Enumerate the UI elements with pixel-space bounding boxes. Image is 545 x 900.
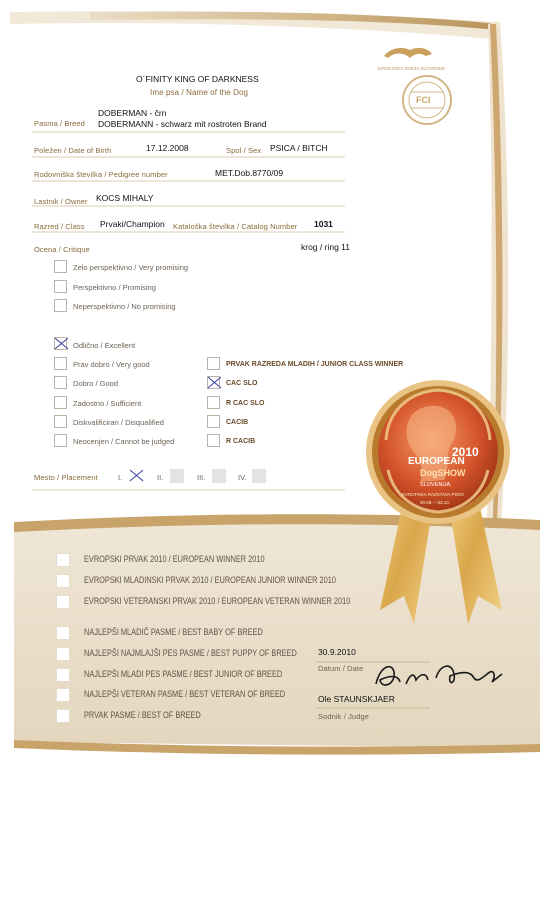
place-1-box[interactable] [129, 469, 142, 482]
option-cannot-be-judged: Neocenjen / Cannot be judged [73, 437, 175, 446]
seal-subtitle: EVROPSKA RAZSTAVA PSOV [402, 492, 465, 497]
date-value: 30.9.2010 [318, 647, 356, 657]
class-value: Prvaki/Champion [100, 219, 165, 229]
sex-label: Spol / Sex [226, 146, 262, 155]
award-european-veteran-winner: EVROPSKI VETERANSKI PRVAK 2010 / EUROPEAN VETERAN WINNER 2010 [84, 596, 351, 606]
option-very-good: Prav dobro / Very good [73, 360, 150, 369]
catalog-label: Kataloška številka / Catalog Number [173, 222, 298, 231]
checkbox-junior-class-winner[interactable] [207, 357, 220, 370]
checkbox-r-cac-slo[interactable] [207, 396, 220, 409]
place-4-label: IV. [238, 473, 247, 482]
option-very-promising: Zelo perspektivno / Very promising [73, 263, 189, 272]
placement-label: Mesto / Placement [34, 473, 98, 482]
checkbox-very-promising[interactable] [54, 260, 67, 273]
judge-label: Sodnik / Judge [318, 712, 370, 721]
critique-label: Ocena / Critique [34, 245, 90, 254]
award-checkbox-4[interactable] [56, 626, 70, 640]
sex-value: PSICA / BITCH [270, 143, 328, 153]
place-2-label: II. [157, 473, 164, 482]
breed-line2: DOBERMANN - schwarz mit rostroten Brand [98, 119, 267, 129]
breed-label: Pasma / Breed [34, 119, 85, 128]
option-cacib: CACIB [226, 419, 249, 426]
place-3-box[interactable] [212, 469, 226, 483]
fci-label: FCI [416, 95, 431, 105]
owner-value: KOCS MIHALY [96, 193, 154, 203]
option-sufficient: Zadostno / Sufficient [73, 399, 142, 408]
checkbox-excellent[interactable] [54, 337, 67, 350]
place-1-label: I. [118, 473, 123, 482]
dob-value: 17.12.2008 [146, 143, 189, 153]
checkbox-very-good[interactable] [54, 357, 67, 370]
ring-value: krog / ring 11 [301, 242, 350, 252]
pedigree-label: Rodovniška številka / Pedigree number [34, 170, 168, 179]
checkbox-cannot-be-judged[interactable] [54, 434, 67, 447]
pedigree-value: MET.Dob.8770/09 [215, 168, 284, 178]
dog-name-label: Ime psa / Name of the Dog [150, 88, 249, 97]
place-4-box[interactable] [252, 469, 266, 483]
dob-label: Poležen / Date of Birth [34, 146, 112, 155]
award-checkbox-1[interactable] [56, 553, 70, 567]
award-best-puppy: NAJLEPŠI NAJMLAJŠI PES PASME / BEST PUPPY OF BREED [84, 648, 297, 658]
dog-name: O´FINITY KING OF DARKNESS [136, 74, 259, 84]
checkbox-good[interactable] [54, 376, 67, 389]
option-r-cacib: R CACIB [226, 438, 256, 445]
option-excellent: Odlično / Excellent [73, 341, 136, 350]
kzs-logo [384, 48, 432, 58]
award-best-of-breed: PRVAK PASME / BEST OF BREED [84, 710, 201, 720]
award-checkbox-3[interactable] [56, 595, 70, 609]
option-r-cac-slo: R CAC SLO [226, 400, 265, 407]
seal-line2: DogSHOW [420, 468, 466, 478]
org-name: KINOLOŠKA ZVEZA SLOVENIJE [378, 66, 446, 71]
award-best-veteran: NAJLEPŠI VETERAN PASME / BEST VETERAN OF BREED [84, 689, 286, 699]
seal-line1: EUROPEAN [408, 456, 465, 467]
checkbox-sufficient[interactable] [54, 396, 67, 409]
option-good: Dobro / Good [73, 379, 119, 388]
award-checkbox-8[interactable] [56, 709, 70, 723]
award-best-baby: NAJLEPŠI MLADIČ PASME / BEST BABY OF BREED [84, 627, 263, 637]
award-checkbox-5[interactable] [56, 647, 70, 661]
checkbox-no-promising[interactable] [54, 299, 67, 312]
owner-label: Lastnik / Owner [34, 197, 88, 206]
breed-line1: DOBERMAN - črn [98, 108, 167, 118]
catalog-value: 1031 [314, 219, 333, 229]
award-best-junior: NAJLEPŠI MLADI PES PASME / BEST JUNIOR OF BREED [84, 669, 283, 679]
judge-name: Ole STAUNSKJAER [318, 694, 395, 704]
class-label: Razred / Class [34, 222, 85, 231]
date-label: Datum / Date [318, 664, 364, 673]
option-promising: Perspektivno / Promising [73, 283, 156, 292]
judge-signature [370, 654, 510, 698]
award-european-winner: EVROPSKI PRVAK 2010 / EUROPEAN WINNER 2010 [84, 554, 265, 564]
seal-dates: 30.09. – 03.10. [420, 500, 451, 505]
checkbox-cacib[interactable] [207, 415, 220, 428]
option-cac-slo: CAC SLO [226, 380, 258, 387]
option-junior-class-winner: PRVAK RAZREDA MLADIH / JUNIOR CLASS WINNER [226, 361, 404, 368]
award-checkbox-2[interactable] [56, 574, 70, 588]
checkbox-promising[interactable] [54, 280, 67, 293]
seal-country: SLOVENIJA [420, 482, 451, 488]
checkbox-cac-slo[interactable] [207, 376, 220, 389]
award-european-junior-winner: EVROPSKI MLADINSKI PRVAK 2010 / EUROPEAN JUNIOR WINNER 2010 [84, 575, 336, 585]
award-checkbox-7[interactable] [56, 688, 70, 702]
place-2-box[interactable] [170, 469, 184, 483]
seal-year: 2010 [452, 445, 479, 459]
option-no-promising: Neperspektivno / No promising [73, 302, 176, 311]
checkbox-disqualified[interactable] [54, 415, 67, 428]
award-checkbox-6[interactable] [56, 668, 70, 682]
option-disqualified: Diskvalificiran / Disqualified [73, 418, 164, 427]
place-3-label: III. [197, 473, 206, 482]
checkbox-r-cacib[interactable] [207, 434, 220, 447]
